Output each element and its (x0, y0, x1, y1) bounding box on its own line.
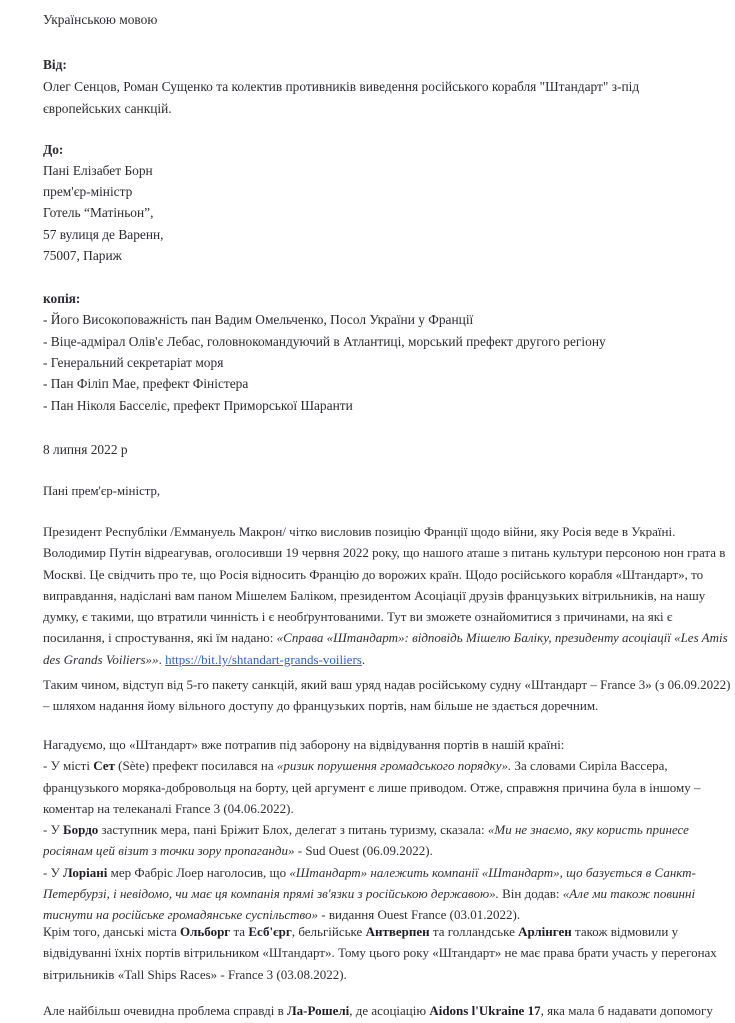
text: , де асоціацію (349, 1003, 430, 1018)
city-name: Ольборг (179, 924, 231, 939)
city-name: Лоріані (63, 864, 108, 880)
text: (Sète) префект посилався на (114, 758, 277, 774)
city-name: Бордо (63, 822, 99, 838)
association-name: Aidons l'Ukraine 17 (429, 1003, 541, 1018)
paragraph-line (43, 883, 733, 904)
copy-label: копія: (43, 291, 81, 306)
paragraph-line: Нагадуємо, що «Штандарт» вже потрапив під заборону на відвідування портів в нашій країні: (43, 737, 565, 752)
text: . (158, 651, 166, 667)
city-name: Ла-Рошелі (286, 1003, 350, 1018)
paragraph-line: виправдання, надіслані вам паном Мішелем Баліком, президентом Асоціації друзів французьких вітрильників, на нашу (43, 587, 706, 603)
quote: тиснути на російське громадянське суспільство» (43, 907, 319, 923)
text: - видання Ouest France (03.01.2022). (318, 907, 521, 923)
copy-item: - Пан Ніколя Басселіє, префект Приморської Шаранти (43, 398, 353, 413)
to-line: Пані Елізабет Борн (43, 163, 153, 178)
quote: «Ми не знаємо, яку користь принесе (487, 822, 689, 838)
separator-dashes (43, 0, 52, 5)
quote: «Але ми також повинні (562, 886, 696, 902)
text: - У місті (43, 758, 94, 774)
letter-date: 8 липня 2022 р (43, 442, 128, 457)
paragraph-line: думку, є такими, що втратили чинність і є необґрунтованими. Тут ви зможете ознайомитися з причинами, на які є (43, 609, 673, 625)
quoted-title: des Grands Voiliers»» (43, 651, 159, 667)
paragraph-line (43, 840, 733, 861)
city-name: Антверпен (365, 924, 430, 939)
sete-item (43, 755, 733, 776)
text: Він додав: (498, 886, 563, 902)
paragraph-1 (43, 521, 733, 670)
paragraph-line: коментар на телеканалі France 3 (04.06.2022). (43, 800, 294, 816)
text: , бельгійське (291, 924, 366, 939)
text: та (230, 924, 249, 939)
paragraph-line: вітрильників «Tall Ships Races» - France 3 (03.08.2022). (43, 966, 347, 982)
city-name: Есб'єрг (248, 924, 292, 939)
text: Крім того, данські міста (43, 924, 180, 939)
to-line: прем'єр-міністр (43, 184, 133, 199)
quote: росіянам цей візит з точки зору пропаганди» (43, 843, 295, 859)
to-label: До: (43, 142, 64, 157)
lorient-item (43, 862, 733, 883)
copy-item: - Віце-адмірал Олів'є Лебас, головнокомандуючий в Атлантиці, морський префект другого регіону (43, 334, 606, 349)
paragraph-line: французького моряка-добровольця на борту, цей аргумент є лише приводом. Отже, справжня причина була в іншому – (43, 779, 701, 795)
text: - Sud Ouest (06.09.2022). (294, 843, 433, 859)
paragraph-line (43, 921, 733, 942)
text: - У (43, 822, 64, 838)
paragraph-line: – шляхом надання йому вільного доступу до французьких портів, нам більше не здається доречним. (43, 698, 599, 714)
text: , яка мала б надавати допомогу (540, 1003, 713, 1018)
from-label: Від: (43, 57, 67, 72)
paragraph-line: Володимир Путін відреагував, оголосивши 19 червня 2022 року, що нашого аташе з питань культури персоною нон грата в (43, 545, 726, 561)
paragraph-5 (43, 1000, 733, 1021)
copy-item: - Генеральний секретаріат моря (43, 355, 224, 370)
language-note: Українською мовою (43, 12, 158, 27)
text: мер Фабріс Лоер наголосив, що (107, 864, 290, 880)
text: заступник мера, пані Бріжит Блох, делегат з питань туризму, сказала: (98, 822, 488, 838)
text: посилання, і спростування, які їм надано: (43, 630, 277, 646)
paragraph-2 (43, 674, 733, 717)
quote: «ризик порушення громадського порядку». (276, 758, 512, 774)
paragraph-line: Таким чином, відступ від 5-го пакету санкцій, який ваш уряд надав російському судну «Штандарт – France 3» (з 06.09.2022) (43, 677, 731, 692)
quote: Петербурзі, і невідомо, чи має ця компанія прямі зв'язки з російською державою». (43, 886, 499, 902)
text: . (361, 651, 366, 667)
text: За словами Сиріла Вассера, (511, 758, 668, 774)
copy-item: - Його Високоповажність пан Вадим Омельченко, Посол України у Франції (43, 312, 474, 327)
to-line: Готель “Матіньон”, (43, 205, 154, 220)
to-line: 57 вулиця де Варенн, (43, 227, 164, 242)
city-name: Арлінген (518, 924, 572, 939)
paragraph-line: Президент Республіки /Еммануель Макрон/ чітко висловив позицію Франції щодо війни, яку Росія веде в Україні. (43, 524, 676, 539)
salutation: Пані прем'єр-міністр, (43, 484, 161, 498)
paragraph-4 (43, 921, 733, 985)
city-name: Сет (93, 758, 115, 774)
paragraph-3 (43, 734, 733, 926)
paragraph-line (43, 627, 733, 648)
copy-item: - Пан Філіп Мае, префект Фіністера (43, 376, 249, 391)
text: Але найбільш очевидна проблема справді в (43, 1003, 287, 1018)
paragraph-line (43, 649, 733, 670)
to-line: 75007, Париж (43, 248, 122, 263)
bordeaux-item (43, 819, 733, 840)
from-line-2: європейських санкцій. (43, 101, 172, 116)
quote: «Штандарт» належить компанії «Штандарт», що базується в Санкт- (289, 864, 696, 880)
text: - У (43, 864, 64, 880)
text: також відмовили у (571, 924, 679, 939)
paragraph-line: Москві. Це свідчить про те, що Росія відносить Францію до ворожих країн. Щодо російського корабля «Штандарт», то (43, 566, 704, 582)
from-line-1: Олег Сенцов, Роман Сущенко та колектив противників виведення російського корабля "Штандарт" з-під (43, 79, 640, 94)
paragraph-line: відвідуванні їхніх портів вітрильником «Штандарт». Тому цього року «Штандарт» не має права брати участь у перегонах (43, 945, 717, 961)
shtandart-link[interactable]: https://bit.ly/shtandart-grands-voiliers (165, 651, 362, 667)
quoted-title: «Справа «Штандарт»: відповідь Мішелю Баліку, президенту асоціації «Les Amis (276, 630, 728, 646)
paragraph-line (43, 1000, 733, 1021)
text: та голландське (429, 924, 519, 939)
